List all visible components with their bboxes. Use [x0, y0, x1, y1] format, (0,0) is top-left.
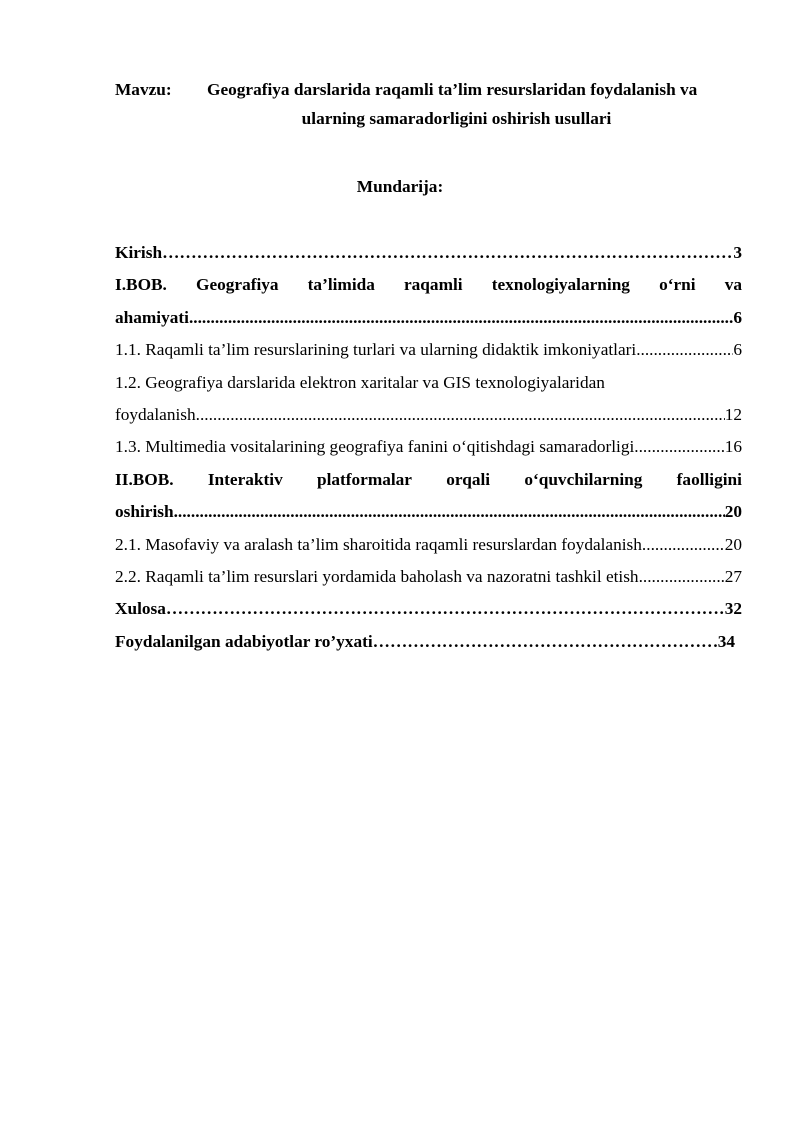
chapter-word: o‘rni — [659, 275, 696, 295]
toc-entry-chapter1[interactable] — [115, 269, 742, 334]
toc-entry-chapter2[interactable] — [115, 464, 742, 529]
chapter-word: raqamli — [404, 275, 463, 295]
leader-dots — [639, 561, 725, 593]
chapter-word: va — [724, 275, 742, 295]
toc-entry-title: 2.1. Masofaviy va aralash ta’lim sharoitida raqamli resurslardan foydalanish — [115, 534, 642, 554]
chapter-word: faolligini — [676, 469, 742, 489]
chapter-word: Interaktiv — [207, 469, 283, 489]
chapter-title-line2 — [115, 302, 742, 334]
toc-entry-2-2[interactable] — [115, 561, 742, 593]
toc-entry-title: foydalanish — [115, 405, 196, 425]
topic-title-line2: ularning samaradorligini oshirish usullari — [301, 109, 612, 128]
chapter-heading-line — [115, 269, 742, 301]
leader-dots — [196, 399, 725, 431]
toc-entry-xulosa[interactable] — [115, 593, 742, 625]
toc-entry-title: 2.2. Raqamli ta’lim resurslari yordamida baholash va nazoratni tashkil etish — [115, 567, 639, 587]
toc-page-number: 20 — [724, 534, 742, 554]
topic-block — [115, 75, 742, 133]
table-of-contents — [115, 237, 742, 658]
toc-page-number: 6 — [733, 307, 742, 327]
toc-entry-1-2[interactable] — [115, 367, 742, 432]
toc-entry-title: oshirish — [115, 502, 174, 522]
toc-heading: Mundarija: — [356, 177, 444, 196]
toc-entry-title: 1.3. Multimedia vositalarining geografiya fanini o‘qitishdagi samaradorligi — [115, 437, 635, 457]
toc-page-number: 34 — [717, 631, 735, 651]
toc-page-number: 3 — [733, 243, 742, 262]
leader-dots — [634, 431, 724, 463]
toc-entry-kirish[interactable] — [115, 237, 742, 269]
topic-label: Mavzu: — [115, 80, 172, 99]
toc-page-number: 12 — [724, 405, 742, 425]
toc-page-number: 6 — [733, 340, 742, 360]
toc-entry-title: 1.1. Raqamli ta’lim resurslarining turlari va ularning didaktik imkoniyatlari — [115, 340, 637, 360]
leader-dots — [636, 334, 733, 366]
topic-row — [115, 75, 742, 104]
toc-entry-1-3[interactable] — [115, 431, 742, 463]
leader-dots — [189, 302, 733, 334]
toc-entry-references[interactable] — [115, 626, 735, 658]
chapter-word: o‘quvchilarning — [524, 469, 643, 489]
toc-entry-title-line1: 1.2. Geografiya darslarida elektron xaritalar va GIS texnologiyalaridan — [115, 372, 605, 392]
chapter-word: Geografiya — [196, 275, 279, 295]
leader-dots — [642, 529, 725, 561]
toc-page-number: 16 — [724, 437, 742, 457]
toc-entry-title: ahamiyati — [115, 307, 189, 327]
toc-entry-2-1[interactable] — [115, 529, 742, 561]
leader-dots — [162, 237, 733, 269]
chapter-word: orqali — [446, 469, 491, 489]
toc-entry-title: Xulosa — [115, 599, 166, 619]
toc-entry-title-line2 — [115, 399, 742, 431]
toc-entry-title: Foydalanilgan adabiyotlar ro’yxati — [115, 631, 373, 651]
toc-page-number: 32 — [724, 599, 742, 619]
toc-entry-title: Kirish — [115, 243, 163, 262]
toc-page-number: 27 — [724, 567, 742, 587]
leader-dots — [174, 496, 725, 528]
chapter-title-line2 — [115, 496, 742, 528]
chapter-word: texnologiyalarning — [491, 275, 630, 295]
leader-dots — [373, 626, 718, 658]
leader-dots — [166, 593, 725, 625]
chapter-word: ta’limida — [307, 275, 375, 295]
chapter-word: platformalar — [316, 469, 412, 489]
chapter-number: I.BOB. — [115, 275, 167, 295]
toc-page-number: 20 — [724, 502, 742, 522]
chapter-number: II.BOB. — [115, 469, 174, 489]
chapter-heading-line — [115, 464, 742, 496]
topic-title-line1: Geografiya darslarida raqamli ta’lim resurslaridan foydalanish va — [207, 80, 698, 99]
toc-entry-1-1[interactable] — [115, 334, 742, 366]
